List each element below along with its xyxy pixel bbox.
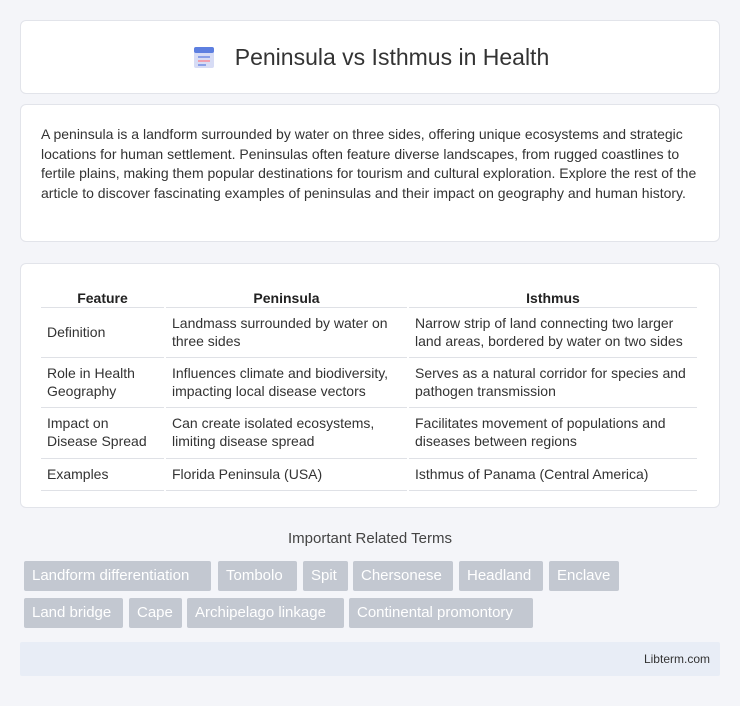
tag-archipelago-linkage[interactable]: Archipelago linkage bbox=[187, 598, 344, 628]
table-cell: Isthmus of Panama (Central America) bbox=[409, 459, 697, 492]
header-peninsula: Peninsula bbox=[166, 284, 407, 308]
table-cell: Narrow strip of land connecting two larger land areas, bordered by water on two sides bbox=[409, 308, 697, 358]
intro-paragraph: A peninsula is a landform surrounded by water on three sides, offering unique ecosystems and strategic locations for human settlement. Peninsulas often feature diverse landscapes, from rugged coastlines to fertile plains, making them popular destinations for tourism and cultural exploration. Explore the rest of the article to discover fascinating examples of peninsulas and their impact on geography and human history. bbox=[41, 126, 697, 201]
table-cell: Serves as a natural corridor for species and pathogen transmission bbox=[409, 358, 697, 408]
table-row bbox=[41, 408, 697, 458]
tag-chersonese[interactable]: Chersonese bbox=[353, 561, 453, 591]
intro-card bbox=[20, 104, 720, 242]
tag-spit[interactable]: Spit bbox=[303, 561, 348, 591]
tag-landform-differentiation[interactable]: Landform differentiation bbox=[24, 561, 211, 591]
table-row bbox=[41, 308, 697, 358]
header-feature: Feature bbox=[41, 284, 164, 308]
footer bbox=[20, 642, 720, 676]
page-title: Peninsula vs Isthmus in Health bbox=[234, 43, 550, 70]
header-card bbox=[20, 20, 720, 94]
table-cell: Examples bbox=[41, 459, 164, 492]
comparison-card bbox=[20, 263, 720, 508]
tag-cape[interactable]: Cape bbox=[129, 598, 182, 628]
table-cell: Definition bbox=[41, 308, 164, 358]
document-icon bbox=[191, 44, 217, 70]
table-cell: Influences climate and biodiversity, impacting local disease vectors bbox=[166, 358, 407, 408]
related-terms-title: Important Related Terms bbox=[288, 530, 452, 547]
table-cell: Landmass surrounded by water on three sides bbox=[166, 308, 407, 358]
tag-enclave[interactable]: Enclave bbox=[549, 561, 619, 591]
table-header-row bbox=[41, 284, 697, 308]
footer-link[interactable]: Libterm.com bbox=[643, 652, 710, 666]
tag-headland[interactable]: Headland bbox=[459, 561, 543, 591]
table-cell: Role in Health Geography bbox=[41, 358, 164, 408]
table-cell: Florida Peninsula (USA) bbox=[166, 459, 407, 492]
tag-continental-promontory[interactable]: Continental promontory bbox=[349, 598, 533, 628]
table-cell: Impact on Disease Spread bbox=[41, 408, 164, 458]
comparison-table bbox=[39, 284, 699, 491]
table-row bbox=[41, 358, 697, 408]
tag-land-bridge[interactable]: Land bridge bbox=[24, 598, 123, 628]
tag-tombolo[interactable]: Tombolo bbox=[218, 561, 297, 591]
header-isthmus: Isthmus bbox=[409, 284, 697, 308]
table-cell: Facilitates movement of populations and diseases between regions bbox=[409, 408, 697, 458]
table-row bbox=[41, 459, 697, 492]
table-cell: Can create isolated ecosystems, limiting disease spread bbox=[166, 408, 407, 458]
